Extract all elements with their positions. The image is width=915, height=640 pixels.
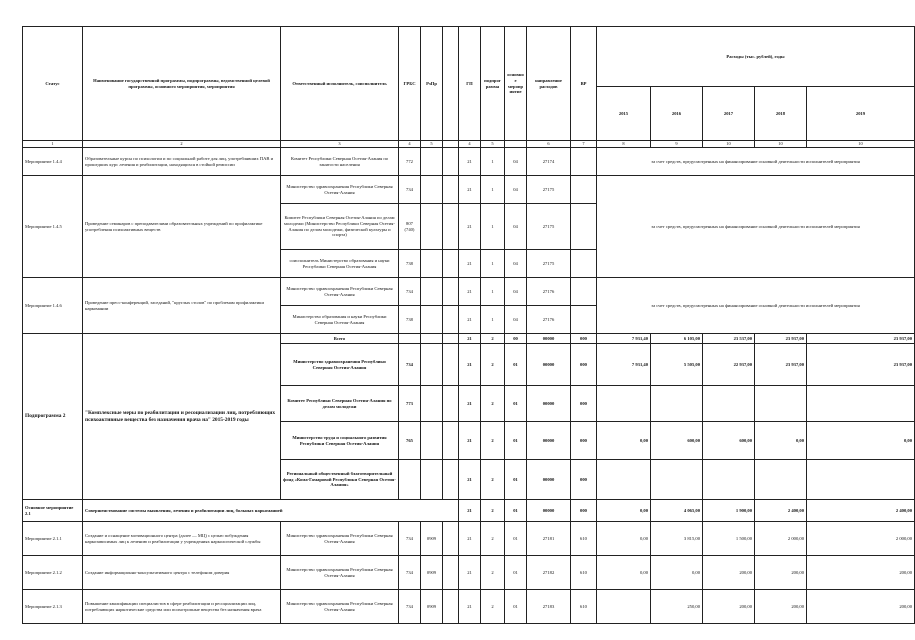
row-amount: 23 937,00: [807, 334, 915, 344]
row-vr: 610: [571, 522, 597, 556]
row-sub: 1: [481, 278, 505, 306]
table-row: [23, 334, 915, 344]
row-amount: [703, 460, 755, 500]
row-grbs: [399, 334, 421, 344]
row-amount: 6 105,00: [651, 334, 703, 344]
row-amount: [807, 460, 915, 500]
row-amount: 200,00: [755, 590, 807, 624]
row-amount: [597, 590, 651, 624]
row-amount: [755, 460, 807, 500]
row-amount: 1 500,00: [703, 522, 755, 556]
row-dir: 27174: [527, 148, 571, 176]
row-main: 00: [505, 334, 527, 344]
row-status: Мероприятие 2.1.2: [23, 556, 83, 590]
row-dir: 27176: [527, 306, 571, 334]
col-number: 8: [597, 141, 651, 148]
header-name: Наименование государственной программы, подпрограммы, ведомственной целевой программы, основного мероприятия, мероприятия: [83, 27, 281, 141]
row-main: 04: [505, 176, 527, 204]
row-main: 01: [505, 500, 527, 522]
row-gp: 21: [459, 522, 481, 556]
row-amount: 3 815,00: [651, 522, 703, 556]
col-number: 5: [481, 141, 505, 148]
row-dir: 27175: [527, 204, 571, 250]
header-expenses: Расходы (тыс. рублей), годы: [597, 27, 915, 87]
row-executor: Всего: [281, 334, 399, 344]
row-main: 04: [505, 278, 527, 306]
row-main: 01: [505, 386, 527, 422]
header-rzpr: РзПр: [421, 27, 443, 141]
row-vr: 000: [571, 334, 597, 344]
row-sub: 1: [481, 148, 505, 176]
row-amount: 23 937,00: [755, 334, 807, 344]
row-dir: 00000: [527, 422, 571, 460]
row-sub: 2: [481, 522, 505, 556]
table-row: [23, 148, 915, 176]
row-amount: 0,00: [597, 556, 651, 590]
row-amount: [807, 386, 915, 422]
row-executor: Министерство здравоохранения Республики Северная Осетия-Алания: [281, 344, 399, 386]
header-empty: [443, 27, 459, 141]
header-main-event: основное мероприятие: [505, 27, 527, 141]
row-amount: 200,00: [703, 556, 755, 590]
col-number: [443, 141, 459, 148]
row-amount: [597, 460, 651, 500]
header-executor: Ответственный исполнитель, соисполнитель: [281, 27, 399, 141]
row-sub: 2: [481, 556, 505, 590]
col-number: 4: [459, 141, 481, 148]
row-amount: 5 505,00: [651, 344, 703, 386]
row-executor: Министерство здравоохранения Республики Северная Осетия-Алания: [281, 556, 399, 590]
row-name: Повышение квалификации специалистов в сфере реабилитации и ресоциализации лиц, потребляющих наркотические средства или психотропные вещества без назначения врача: [83, 590, 281, 624]
row-name: Совершенствование системы выявления, лечения и реабилитации лиц, больных наркоманией: [83, 500, 459, 522]
row-main: 04: [505, 148, 527, 176]
table-row: [23, 556, 915, 590]
table-row: [23, 278, 915, 306]
row-main: 01: [505, 422, 527, 460]
row-funding-note: за счет средств, предусмотренных на финансирование основной деятельности исполнителей мероприятия: [597, 176, 915, 278]
row-grbs: 772: [399, 148, 421, 176]
row-amount: [703, 386, 755, 422]
header-vr: ВР: [571, 27, 597, 141]
row-dir: 00000: [527, 334, 571, 344]
header-year: 2018: [755, 87, 807, 141]
row-dir: 27183: [527, 590, 571, 624]
row-sub: 1: [481, 176, 505, 204]
row-vr: 610: [571, 590, 597, 624]
row-amount: 0,00: [597, 422, 651, 460]
row-gp: 21: [459, 204, 481, 250]
row-amount: [755, 386, 807, 422]
row-vr: 000: [571, 386, 597, 422]
row-gp: 21: [459, 176, 481, 204]
row-amount: 2 000,00: [807, 522, 915, 556]
row-amount: 0,00: [651, 556, 703, 590]
row-executor: Министерство здравоохранения Республики Северная Осетия-Алания: [281, 522, 399, 556]
row-status: Основное мероприятие 2.1: [23, 500, 83, 522]
col-number: 1: [23, 141, 83, 148]
row-gp: 21: [459, 422, 481, 460]
row-vr: 000: [571, 460, 597, 500]
row-status: Мероприятие 1.4.6: [23, 278, 83, 334]
row-executor: Региональный общественный благотворительный фонд «Кома-Гамаровой Республики Северная Осетия-Алания»: [281, 460, 399, 500]
row-name: "Комплексные меры по реабилитации и ресоциализации лиц, потребляющих психоактивные вещества без назначения врача на" 2015-2019 годы: [83, 334, 281, 500]
row-name: Создание информационно-консультативного центра с телефоном доверия: [83, 556, 281, 590]
col-number: 10: [755, 141, 807, 148]
row-amount: 23 937,00: [755, 344, 807, 386]
row-main: 04: [505, 306, 527, 334]
row-sub: 2: [481, 590, 505, 624]
row-grbs: 738: [399, 250, 421, 278]
row-sub: 1: [481, 204, 505, 250]
table-row: [23, 500, 915, 522]
row-sub: 2: [481, 460, 505, 500]
col-number: 6: [527, 141, 571, 148]
row-amount: 0,00: [807, 422, 915, 460]
col-number: 2: [83, 141, 281, 148]
row-name: Образовательные курсы по психологии и по социальной работе для лиц, употреблявших ПАВ и прошедших курс лечения и реабилитации, находящихся в стойкой ремиссии: [83, 148, 281, 176]
row-amount: 23 937,00: [807, 344, 915, 386]
row-dir: 00000: [527, 500, 571, 522]
row-gp: 21: [459, 386, 481, 422]
row-name: Проведение пресс-конференций, заседаний, "круглых столов" по проблемам профилактики наркомании: [83, 278, 281, 334]
row-status: Подпрограмма 2: [23, 334, 83, 500]
row-grbs: 734: [399, 344, 421, 386]
row-grbs: 738: [399, 306, 421, 334]
row-executor: Министерство здравоохранения Республики Северная Осетия-Алания: [281, 176, 399, 204]
row-dir: 00000: [527, 386, 571, 422]
budget-table: [22, 26, 915, 624]
row-dir: 00000: [527, 344, 571, 386]
col-number: 3: [281, 141, 399, 148]
row-dir: 27175: [527, 176, 571, 204]
row-executor: соисполнитель Министерство образования и науки Республики Северная Осетия-Алания: [281, 250, 399, 278]
row-amount: 2 400,00: [807, 500, 915, 522]
row-executor: Министерство образования и науки Республики Северная Осетия-Алания: [281, 306, 399, 334]
row-sub: 2: [481, 386, 505, 422]
table-row: [23, 590, 915, 624]
row-dir: 27182: [527, 556, 571, 590]
row-dir: 27175: [527, 250, 571, 278]
row-amount: 200,00: [807, 556, 915, 590]
row-amount: 0,00: [597, 522, 651, 556]
row-sub: 2: [481, 344, 505, 386]
row-executor: Комитет Республики Северная Осетия-Алания по занятости населения: [281, 148, 399, 176]
row-gp: 21: [459, 344, 481, 386]
col-number: 10: [703, 141, 755, 148]
row-main: 01: [505, 522, 527, 556]
row-gp: 21: [459, 250, 481, 278]
col-number: 9: [651, 141, 703, 148]
row-executor: Комитет Республики Северная Осетия-Алания по делам молодежи: [281, 386, 399, 422]
row-funding-note: за счет средств, предусмотренных на финансирование основной деятельности исполнителей мероприятия: [597, 148, 915, 176]
row-amount: 200,00: [703, 590, 755, 624]
row-sub: 2: [481, 500, 505, 522]
row-main: 01: [505, 344, 527, 386]
row-amount: 250,00: [651, 590, 703, 624]
row-amount: 600,00: [651, 422, 703, 460]
row-main: 01: [505, 460, 527, 500]
row-gp: 21: [459, 278, 481, 306]
row-dir: 27176: [527, 278, 571, 306]
row-status: Мероприятие 1.4.4: [23, 148, 83, 176]
row-rzpr: 0909: [421, 522, 443, 556]
row-status: Мероприятие 2.1.1: [23, 522, 83, 556]
row-sub: 2: [481, 422, 505, 460]
col-number: 4: [399, 141, 421, 148]
row-sub: 1: [481, 306, 505, 334]
row-grbs: 734: [399, 278, 421, 306]
col-number: 5: [421, 141, 443, 148]
row-status: Мероприятие 1.4.5: [23, 176, 83, 278]
header-year: 2015: [597, 87, 651, 141]
row-executor: Министерство труда и социального развития Республики Северная Осетия-Алания: [281, 422, 399, 460]
header-row: [23, 27, 915, 87]
row-grbs: 807 (740): [399, 204, 421, 250]
header-year: 2019: [807, 87, 915, 141]
header-status: Статус: [23, 27, 83, 141]
row-amount: [651, 460, 703, 500]
header-subprogram: подпрограмма: [481, 27, 505, 141]
row-vr: 000: [571, 422, 597, 460]
row-rzpr: 0909: [421, 590, 443, 624]
row-grbs: [399, 460, 421, 500]
row-main: 04: [505, 250, 527, 278]
row-gp: 21: [459, 334, 481, 344]
row-grbs: 734: [399, 522, 421, 556]
row-sub: 1: [481, 250, 505, 278]
row-gp: 21: [459, 460, 481, 500]
row-gp: 21: [459, 148, 481, 176]
row-grbs: 734: [399, 590, 421, 624]
col-number: [505, 141, 527, 148]
row-executor: Комитет Республики Северная Осетия-Алания по делам молодежи (Министерство Республики Северная Осетия-Алания по делам молодежи, физической культуры и спорта): [281, 204, 399, 250]
header-gp: ГП: [459, 27, 481, 141]
row-gp: 21: [459, 556, 481, 590]
row-amount: 7 931,40: [597, 334, 651, 344]
row-amount: 0,00: [597, 500, 651, 522]
row-amount: 200,00: [807, 590, 915, 624]
row-funding-note: за счет средств, предусмотренных на финансирование основной деятельности исполнителей мероприятия: [597, 278, 915, 334]
row-name: Проведение семинаров с преподавателями образовательных учреждений по профилактике употребления психоактивных веществ: [83, 176, 281, 278]
row-grbs: 765: [399, 422, 421, 460]
row-amount: 23 537,00: [703, 334, 755, 344]
row-gp: 21: [459, 500, 481, 522]
row-amount: 200,00: [755, 556, 807, 590]
row-rzpr: 0909: [421, 556, 443, 590]
row-vr: 000: [571, 344, 597, 386]
row-dir: 00000: [527, 460, 571, 500]
row-gp: 21: [459, 306, 481, 334]
row-executor: Министерство здравоохранения Республики Северная Осетия-Алания: [281, 590, 399, 624]
row-sub: 2: [481, 334, 505, 344]
header-grbs: ГРБС: [399, 27, 421, 141]
table-row: [23, 176, 915, 204]
table-row: [23, 522, 915, 556]
row-amount: 2 000,00: [755, 522, 807, 556]
column-number-row: [23, 141, 915, 148]
row-dir: 27181: [527, 522, 571, 556]
row-amount: 4 065,00: [651, 500, 703, 522]
row-amount: 1 900,00: [703, 500, 755, 522]
row-amount: 7 931,40: [597, 344, 651, 386]
row-grbs: 734: [399, 176, 421, 204]
row-amount: 600,00: [703, 422, 755, 460]
col-number: 10: [807, 141, 915, 148]
row-main: 04: [505, 204, 527, 250]
row-amount: [597, 386, 651, 422]
header-year: 2017: [703, 87, 755, 141]
row-main: 01: [505, 590, 527, 624]
row-grbs: 773: [399, 386, 421, 422]
header-year: 2016: [651, 87, 703, 141]
col-number: 7: [571, 141, 597, 148]
row-amount: [651, 386, 703, 422]
row-name: Создание и оснащение мотивационного центра (далее — МЦ) с целью побуждения наркозависимых лиц к лечению и реабилитации у учреждениях наркологической службы: [83, 522, 281, 556]
row-main: 01: [505, 556, 527, 590]
row-amount: 22 937,00: [703, 344, 755, 386]
row-amount: 2 400,00: [755, 500, 807, 522]
row-vr: 000: [571, 500, 597, 522]
row-gp: 21: [459, 590, 481, 624]
row-grbs: 734: [399, 556, 421, 590]
row-status: Мероприятие 2.1.3: [23, 590, 83, 624]
header-direction: направление расходов: [527, 27, 571, 141]
row-vr: 610: [571, 556, 597, 590]
row-executor: Министерство здравоохранения Республики Северная Осетия-Алания: [281, 278, 399, 306]
row-amount: 0,00: [755, 422, 807, 460]
